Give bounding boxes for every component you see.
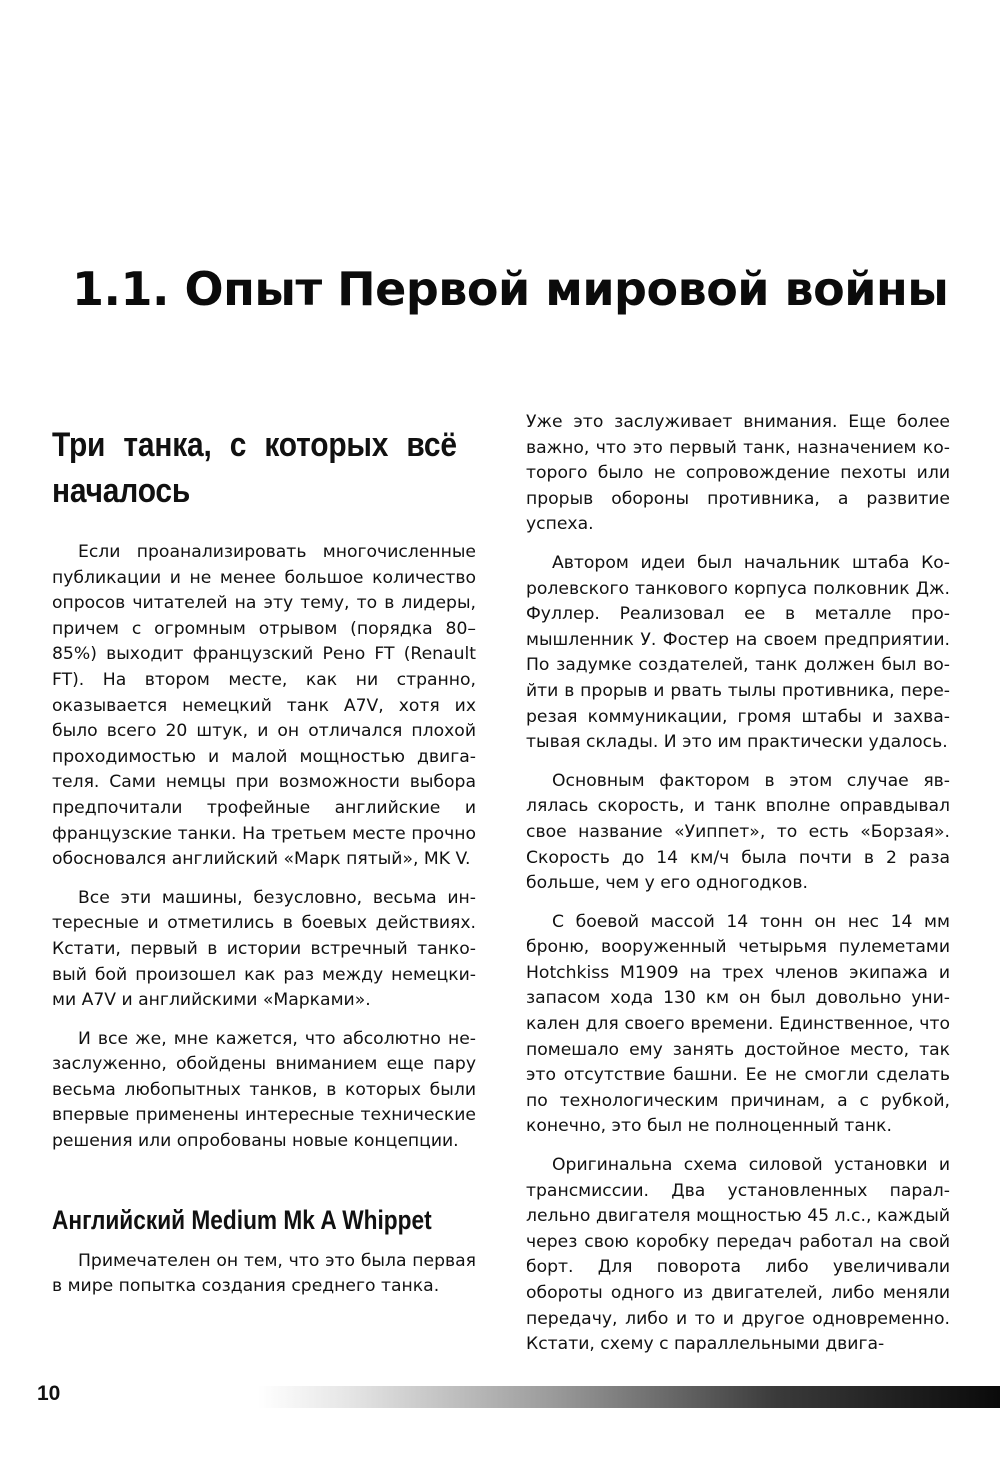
paragraph: С боевой массой 14 тонн он нес 14 мм броню, вооруженный четырьмя пулеметами Hotchkiss M1909 на трех членов экипажа и запасом хода 130 км он был довольно уникален для своего времени. Единственное, что помешало ему занять достойное место, так это отсутствие башни. Ее не смогли сделать по технологическим причинам, а с рубкой, конечно, это был не полноценный танк. — [526, 911, 950, 1137]
paragraph: Оригинальна схема силовой установки и трансмиссии. Два установленных параллельно двигателя мощностью 45 л.с., каждый через свою коробку передач работал на свой борт. Для поворота либо увеличивали обороты одного из двигателей, либо меняли передачу, либо и то и другое одновременно. Кстати, схему с параллельными двига- — [526, 1155, 950, 1355]
paragraph: Основным фактором в этом случае являлась скорость, и танк вполне оправдывал свое название «Уиппет», то есть «Борзая». Скорость до 14 км/ч была почти в 2 раза больше, чем у его одногодков. — [526, 770, 950, 894]
paragraph: И все же, мне кажется, что абсолютно незаслуженно, обойдены вниманием еще пару весьма любопытных танков, в которых были впервые применены интересные технические решения или опробованы новые концепции. — [52, 1028, 476, 1152]
section-title: Три танка, с которых всё началось — [52, 426, 457, 510]
chapter-title: 1.1. Опыт Первой мировой войны — [72, 262, 949, 316]
paragraph: Автором идеи был начальник штаба Королевского танкового корпуса полковник Дж. Фуллер. Реализовал ее в металле промышленник У. Фостер на своем предприятии. По задумке создателей, танк должен был войти в прорыв и рвать тылы противника, перерезая коммуникации, громя штабы и захватывая склады. И это им практически удалось. — [526, 552, 950, 753]
subsection-title: Английский Medium Mk A Whippet — [52, 1204, 432, 1235]
paragraph-continued: Уже это заслуживает внимания. Еще более важно, что это первый танк, назначением которого было не сопровождение пехоты или прорыв обороны противника, а развитие успеха. — [526, 412, 950, 535]
paragraph: Примечателен он тем, что это была первая в мире попытка создания среднего танка. — [52, 1250, 476, 1297]
paragraph: Все эти машины, безусловно, весьма интересные и отметились в боевых действиях. Кстати, первый в истории встречный танковый бой произошел как раз между немецкими A7V и английскими «Марками». — [52, 887, 476, 1011]
footer-gradient-bar — [258, 1386, 1000, 1408]
right-column — [526, 410, 950, 1371]
page-number: 10 — [37, 1382, 61, 1405]
left-column — [52, 410, 476, 1313]
paragraph: Если проанализировать многочисленные публикации и не менее большое количество опросов читателей на эту тему, то в лидеры, причем с огромным отрывом (порядка 80–85%) выходит французский Рено FT (Renault FT). На втором месте, как ни странно, оказывается немецкий танк A7V, хотя их было всего 20 штук, и он отличался плохой проходимостью и малой мощностью двигателя. Сами немцы при возможности выбора предпочитали трофейные английские и французские танки. На третьем месте прочно обосновался английский «Марк пятый», MK V. — [52, 542, 476, 870]
